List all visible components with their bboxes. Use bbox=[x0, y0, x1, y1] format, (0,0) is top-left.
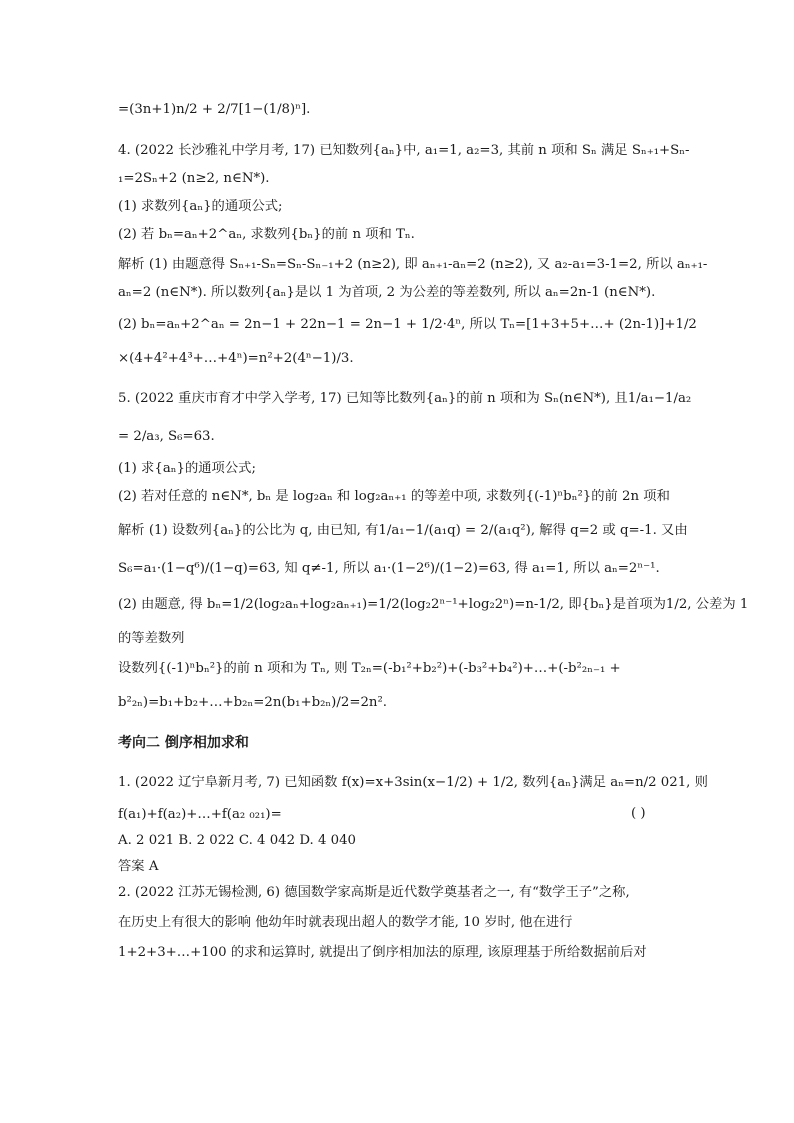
text-line: S₆=a₁·(1−q⁶)/(1−q)=63, 知 q≠-1, 所以 a₁·(1−2⁶)/(1−2)=63, 得 a₁=1, 所以 aₙ=2ⁿ⁻¹. bbox=[118, 561, 660, 576]
text-line: 4. (2022 长沙雅礼中学月考, 17) 已知数列{aₙ}中, a₁=1, a₂=3, 其前 n 项和 Sₙ 满足 Sₙ₊₁+Sₙ- bbox=[118, 143, 690, 158]
section-heading: 考向二 倒序相加求和 bbox=[118, 735, 249, 751]
text-line: 1. (2022 辽宁阜新月考, 7) 已知函数 f(x)=x+3sin(x−1/2) + 1/2, 数列{aₙ}满足 aₙ=n/2 021, 则 bbox=[118, 775, 708, 790]
text-line: (2) 若 bₙ=aₙ+2^aₙ, 求数列{bₙ}的前 n 项和 Tₙ. bbox=[118, 227, 415, 242]
text-line: (2) 若对任意的 n∈N*, bₙ 是 log₂aₙ 和 log₂aₙ₊₁ 的等差中项, 求数列{(-1)ⁿbₙ²}的前 2n 项和 bbox=[118, 489, 670, 504]
text-line: (2) 由题意, 得 bₙ=1/2(log₂aₙ+log₂aₙ₊₁)=1/2(log₂2ⁿ⁻¹+log₂2ⁿ)=n-1/2, 即{bₙ}是首项为1/2, 公差为 1 bbox=[118, 597, 749, 612]
text-line: (2) bₙ=aₙ+2^aₙ = 2n−1 + 22n−1 = 2n−1 + 1/2·4ⁿ, 所以 Tₙ=[1+3+5+…+ (2n-1)]+1/2 bbox=[118, 317, 697, 332]
text-line: 的等差数列 bbox=[118, 631, 185, 646]
text-line: 1+2+3+…+100 的求和运算时, 就提出了倒序相加法的原理, 该原理基于所给数据前后对 bbox=[118, 945, 647, 960]
text-line: ×(4+4²+4³+…+4ⁿ)=n²+2(4ⁿ−1)/3. bbox=[118, 351, 354, 366]
choices-line: A. 2 021 B. 2 022 C. 4 042 D. 4 040 bbox=[118, 833, 357, 848]
text-line: b²₂ₙ)=b₁+b₂+…+b₂ₙ=2n(b₁+b₂ₙ)/2=2n². bbox=[118, 695, 388, 710]
text-line: 解析 (1) 由题意得 Sₙ₊₁-Sₙ=Sₙ-Sₙ₋₁+2 (n≥2), 即 aₙ₊₁-aₙ=2 (n≥2), 又 a₂-a₁=3-1=2, 所以 aₙ₊₁- bbox=[118, 257, 708, 272]
text-line: (1) 求{aₙ}的通项公式; bbox=[118, 461, 256, 476]
text-line: 2. (2022 江苏无锡检测, 6) 德国数学家高斯是近代数学奠基者之一, 有“数学王子”之称, bbox=[118, 885, 630, 900]
answer-line: 答案 A bbox=[118, 859, 159, 874]
text-line: 设数列{(-1)ⁿbₙ²}的前 n 项和为 Tₙ, 则 T₂ₙ=(-b₁²+b₂²)+(-b₃²+b₄²)+…+(-b²₂ₙ₋₁ + bbox=[118, 661, 621, 676]
text-line: (1) 求数列{aₙ}的通项公式; bbox=[118, 199, 283, 214]
text-line: 5. (2022 重庆市育才中学入学考, 17) 已知等比数列{aₙ}的前 n 项和为 Sₙ(n∈N*), 且1/a₁−1/a₂ bbox=[118, 391, 692, 406]
text-line: 在历史上有很大的影响 他幼年时就表现出超人的数学才能, 10 岁时, 他在进行 bbox=[118, 915, 573, 930]
text-line: =(3n+1)n/2 + 2/7[1−(1/8)ⁿ]. bbox=[118, 102, 311, 117]
answer-bracket: ( ) bbox=[631, 806, 646, 821]
text-line: aₙ=2 (n∈N*). 所以数列{aₙ}是以 1 为首项, 2 为公差的等差数列, 所以 aₙ=2n-1 (n∈N*). bbox=[118, 285, 656, 300]
text-line: 解析 (1) 设数列{aₙ}的公比为 q, 由已知, 有1/a₁−1/(a₁q) = 2/(a₁q²), 解得 q=2 或 q=-1. 又由 bbox=[118, 523, 688, 538]
text-line: = 2/a₃, S₆=63. bbox=[118, 429, 215, 444]
text-line: ₁=2Sₙ+2 (n≥2, n∈N*). bbox=[118, 171, 270, 186]
text-line: f(a₁)+f(a₂)+…+f(a₂ ₀₂₁)= bbox=[118, 807, 282, 822]
